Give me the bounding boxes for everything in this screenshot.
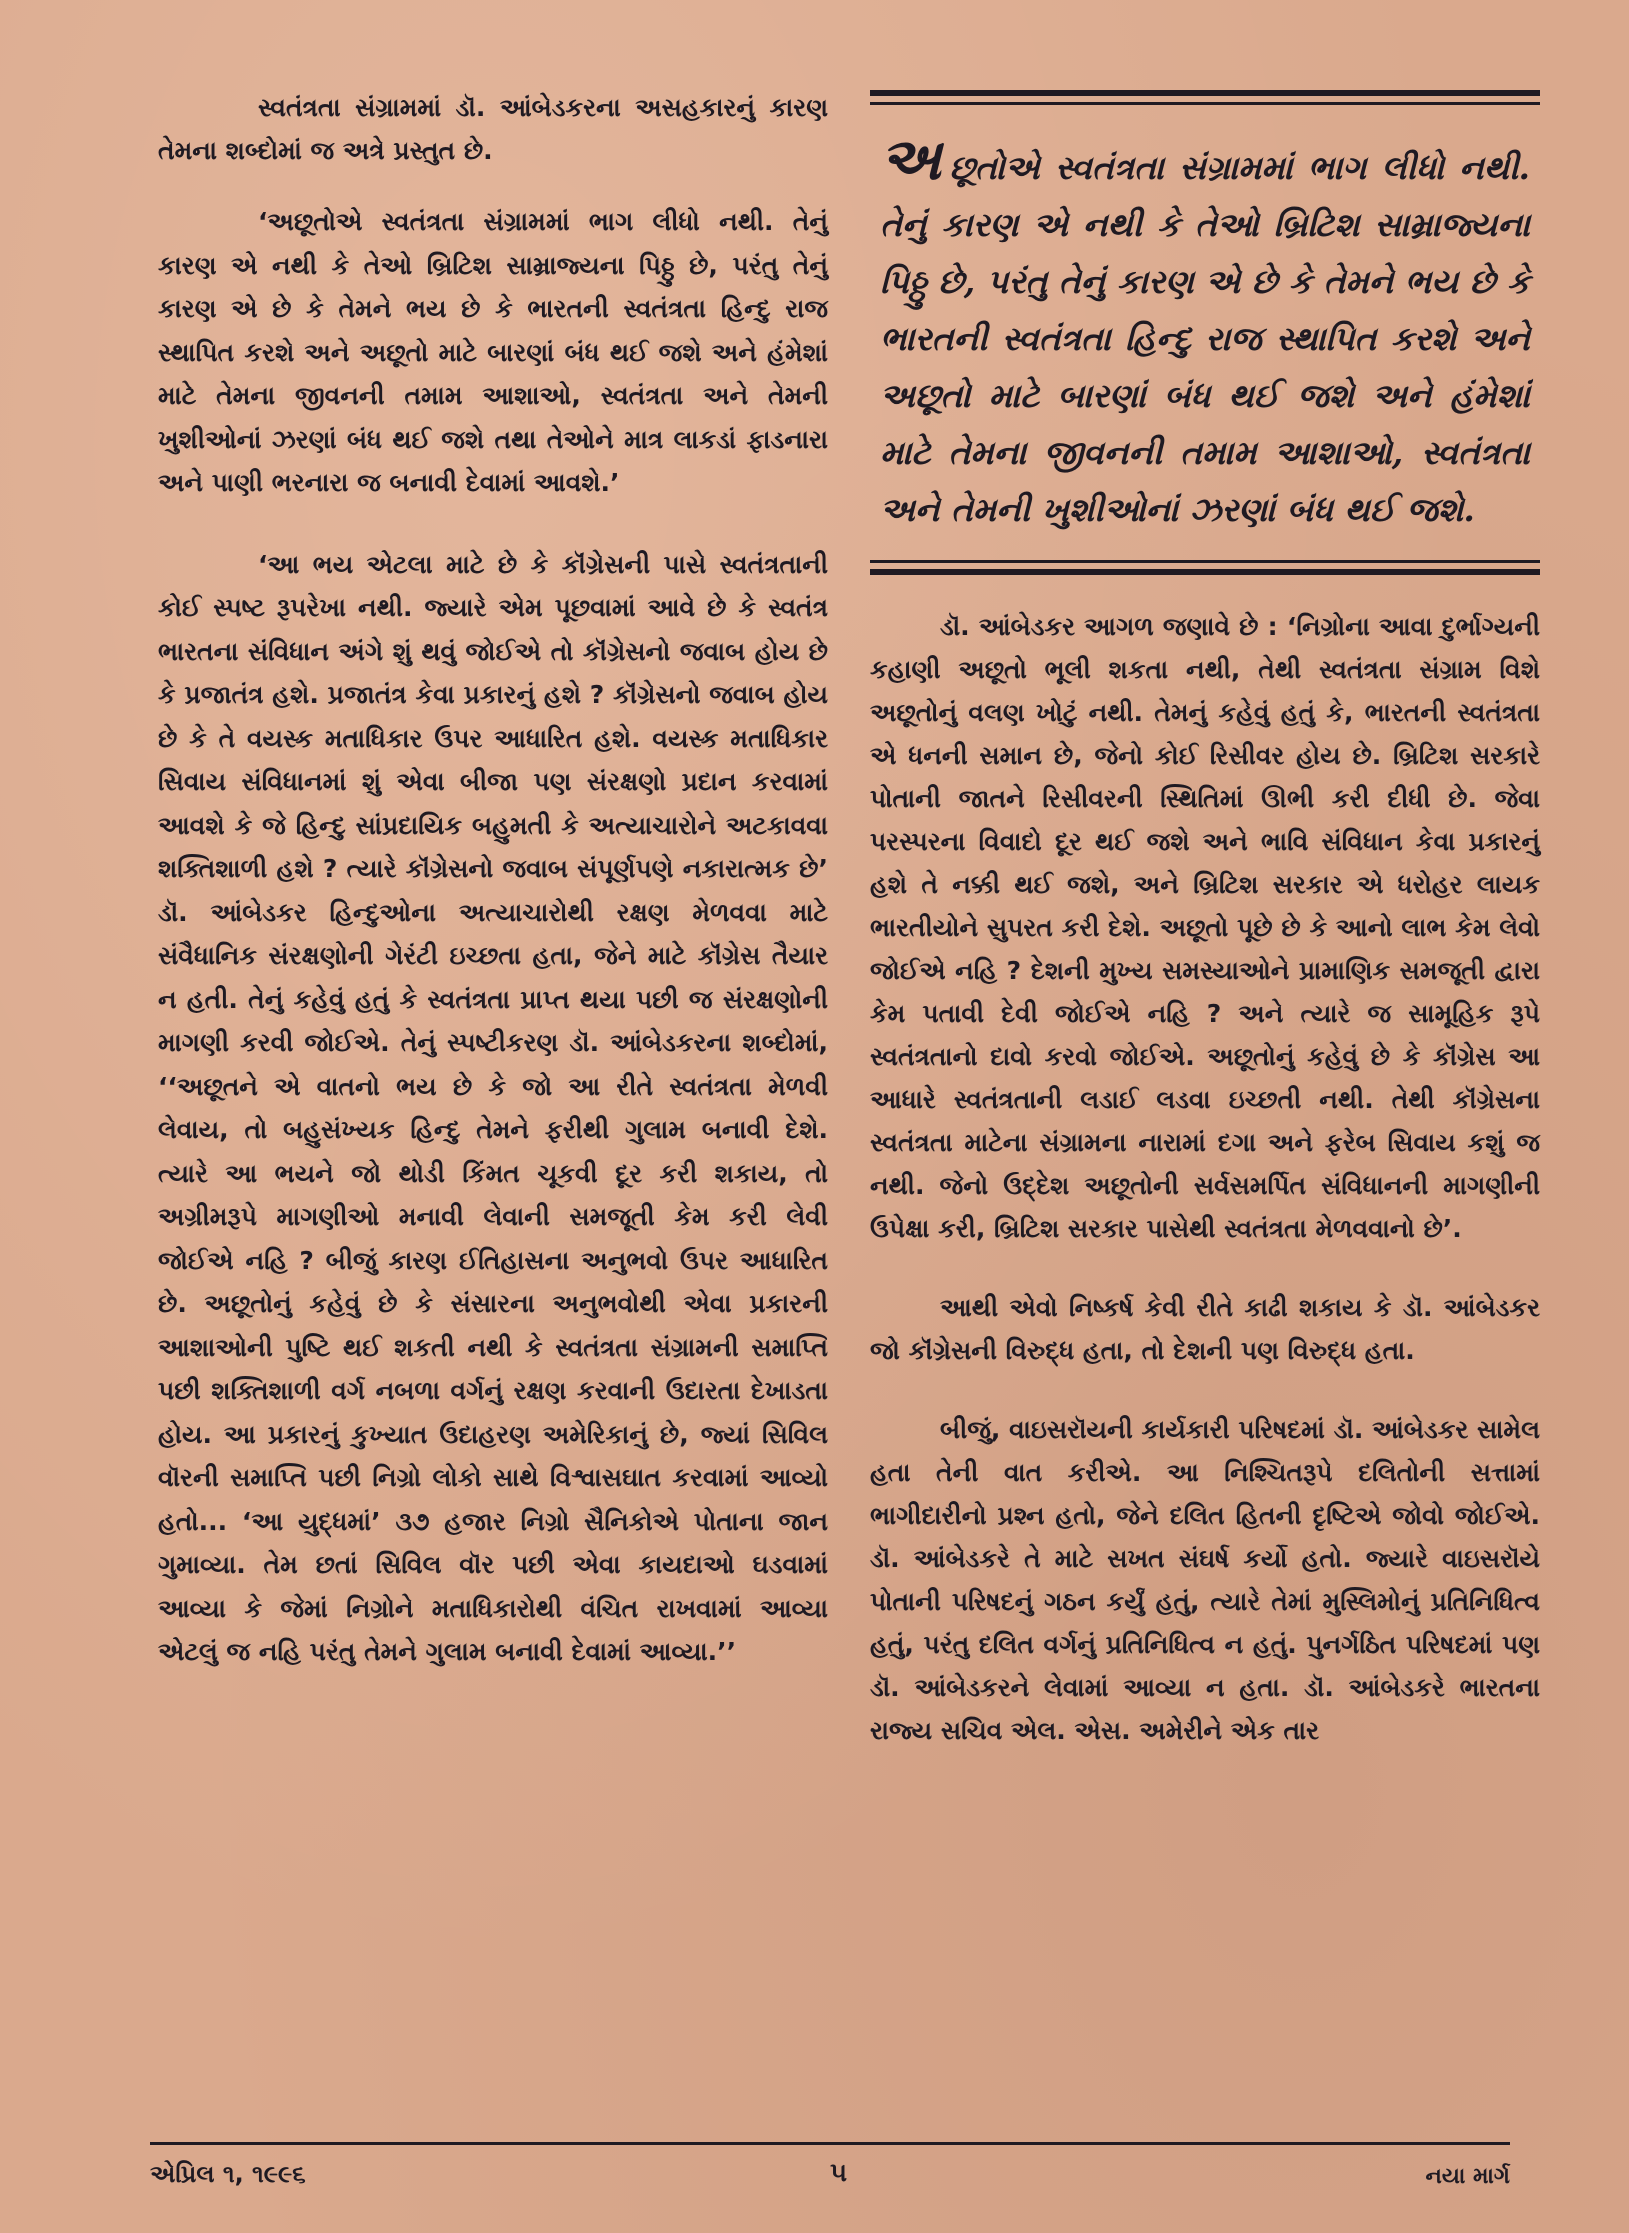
- footer-rule: [150, 2142, 1510, 2145]
- pullquote: [870, 105, 1540, 560]
- page-footer: [150, 2142, 1510, 2202]
- right-body: [870, 605, 1540, 1752]
- pullquote-top-rule: [870, 90, 1540, 96]
- intro-text: સ્વતંત્રતા સંગ્રામમાં ડૉ. આંબેડકરના અસહકારનું કારણ તેમના શબ્દોમાં જ અત્રે પ્રસ્તુત છે.: [158, 93, 828, 165]
- page-number: ૫: [830, 2158, 848, 2188]
- right-paragraph-1: ડૉ. આંબેડકર આગળ જણાવે છે : ‘નિગ્રોના આવા દુર્ભાગ્યની કહાણી અછૂતો ભૂલી શકતા નથી, તેથી સ્વતંત્રતા સંગ્રામ વિશે અછૂતોનું વલણ ખોટું નથી. તેમનું કહેવું હતું કે, ભારતની સ્વતંત્રતા એ ધનની સમાન છે, જેનો કોઈ રિસીવર હોય છે. બ્રિટિશ સરકારે પોતાની જાતને રિસીવરની સ્થિતિમાં ઊભી કરી દીધી છે. જેવા પરસ્પરના વિવાદો દૂર થઈ જશે અને ભાવિ સંવિધાન કેવા પ્રકારનું હશે તે નક્કી થઈ જશે, અને બ્રિટિશ સરકાર એ ધરોહર લાયક ભારતીયોને સુપરત કરી દેશે. અછૂતો પૂછે છે કે આનો લાભ કેમ લેવો જોઈએ નહિ ? દેશની મુખ્ય સમસ્યાઓને પ્રામાણિક સમજૂતી દ્વારા કેમ પતાવી દેવી જોઈએ નહિ ? અને ત્યારે જ સામૂહિક રૂપે સ્વતંત્રતાનો દાવો કરવો જોઈએ. અછૂતોનું કહેવું છે કે કૉંગ્રેસ આ આધારે સ્વતંત્રતાની લડાઈ લડવા ઇચ્છતી નથી. તેથી કૉંગ્રેસના સ્વતંત્રતા માટેના સંગ્રામના નારામાં દગા અને ફરેબ સિવાય કશું જ નથી. જેનો ઉદ્દેશ અછૂતોની સર્વસમર્પિત સંવિધાનની માગણીની ઉપેક્ષા કરી, બ્રિટિશ સરકાર પાસેથી સ્વતંત્રતા મેળવવાનો છે’.: [870, 612, 1540, 1243]
- pullquote-text: છૂતોએ સ્વતંત્રતા સંગ્રામમાં ભાગ લીધો નથી. તેનું કારણ એ નથી કે તેઓ બ્રિટિશ સામ્રાજ્યના પિઠ્ઠુ છે, પરંતુ તેનું કારણ એ છે કે તેમને ભય છે કે ભારતની સ્વતંત્રતા હિન્દુ રાજ સ્થાપિત કરશે અને અછૂતો માટે બારણાં બંધ થઈ જશે અને હંમેશાં માટે તેમના જીવનની તમામ આશાઓ, સ્વતંત્રતા અને તેમની ખુશીઓનાં ઝરણાં બંધ થઈ જશે.: [880, 148, 1530, 529]
- magazine-name: નયા માર્ગ: [1425, 2164, 1510, 2189]
- pullquote-drop-letter: અ: [880, 125, 942, 193]
- right-column: [870, 90, 1540, 1788]
- left-column: [158, 86, 828, 1712]
- pullquote-bottom-rule-thin: [870, 560, 1540, 563]
- right-paragraph-3: બીજું, વાઇસરૉયની કાર્યકારી પરિષદમાં ડૉ. આંબેડકર સામેલ હતા તેની વાત કરીએ. આ નિશ્ચિતરૂપે દલિતોની સત્તામાં ભાગીદારીનો પ્રશ્ન હતો, જેને દલિત હિતની દૃષ્ટિએ જોવો જોઈએ. ડૉ. આંબેડકરે તે માટે સખત સંઘર્ષ કર્યો હતો. જ્યારે વાઇસરૉયે પોતાની પરિષદનું ગઠન કર્યું હતું, ત્યારે તેમાં મુસ્લિમોનું પ્રતિનિધિત્વ હતું, પરંતુ દલિત વર્ગનું પ્રતિનિધિત્વ ન હતું. પુનર્ગઠિત પરિષદમાં પણ ડૉ. આંબેડકરને લેવામાં આવ્યા ન હતા. ડૉ. આંબેડકરે ભારતના રાજ્ય સચિવ એલ. એસ. અમેરીને એક તાર: [870, 1415, 1540, 1745]
- issue-date: એપ્રિલ ૧, ૧૯૯૬: [150, 2160, 306, 2188]
- quote-paragraph-2: ‘આ ભય એટલા માટે છે કે કૉંગ્રેસની પાસે સ્વતંત્રતાની કોઈ સ્પષ્ટ રૂપરેખા નથી. જ્યારે એમ પૂછવામાં આવે છે કે સ્વતંત્ર ભારતના સંવિધાન અંગે શું થવું જોઈએ તો કૉંગ્રેસનો જવાબ હોય છે કે પ્રજાતંત્ર હશે. પ્રજાતંત્ર કેવા પ્રકારનું હશે ? કૉંગ્રેસનો જવાબ હોય છે કે તે વયસ્ક મતાધિકાર ઉપર આધારિત હશે. વયસ્ક મતાધિકાર સિવાય સંવિધાનમાં શું એવા બીજા પણ સંરક્ષણો પ્રદાન કરવામાં આવશે કે જે હિન્દુ સાંપ્રદાયિક બહુમતી કે અત્યાચારોને અટકાવવા શક્તિશાળી હશે ? ત્યારે કૉંગ્રેસનો જવાબ સંપૂર્ણપણે નકારાત્મક છે’ ડૉ. આંબેડકર હિન્દુઓના અત્યાચારોથી રક્ષણ મેળવવા માટે સંવૈધાનિક સંરક્ષણોની ગેરંટી ઇચ્છતા હતા, જેને માટે કૉંગ્રેસ તૈયાર ન હતી. તેનું કહેવું હતું કે સ્વતંત્રતા પ્રાપ્ત થયા પછી જ સંરક્ષણોની માગણી કરવી જોઈએ. તેનું સ્પષ્ટીકરણ ડૉ. આંબેડકરના શબ્દોમાં, ‘‘અછૂતને એ વાતનો ભય છે કે જો આ રીતે સ્વતંત્રતા મેળવી લેવાય, તો બહુસંખ્યક હિન્દુ તેમને ફરીથી ગુલામ બનાવી દેશે. ત્યારે આ ભયને જો થોડી કિંમત ચૂકવી દૂર કરી શકાય, તો અગ્રીમરૂપે માગણીઓ મનાવી લેવાની સમજૂતી કેમ કરી લેવી જોઈએ નહિ ? બીજું કારણ ઈતિહાસના અનુભવો ઉપર આધારિત છે. અછૂતોનું કહેવું છે કે સંસારના અનુભવોથી એવા પ્રકારની આશાઓની પુષ્ટિ થઈ શકતી નથી કે સ્વતંત્રતા સંગ્રામની સમાપ્તિ પછી શક્તિશાળી વર્ગ નબળા વર્ગનું રક્ષણ કરવાની ઉદારતા દેખાડતા હોય. આ પ્રકારનું કુખ્યાત ઉદાહરણ અમેરિકાનું છે, જ્યાં સિવિલ વૉરની સમાપ્તિ પછી નિગ્રો લોકો સાથે વિશ્વાસઘાત કરવામાં આવ્યો હતો... ‘આ યુદ્ધમાં’ ૩૭ હજાર નિગ્રો સૈનિકોએ પોતાના જાન ગુમાવ્યા. તેમ છતાં સિવિલ વૉર પછી એવા કાયદાઓ ઘડવામાં આવ્યા કે જેમાં નિગ્રોને મતાધિકારોથી વંચિત રાખવામાં આવ્યા એટલું જ નહિ પરંતુ તેમને ગુલામ બનાવી દેવામાં આવ્યા.’’: [158, 549, 828, 1666]
- intro-paragraph: [158, 86, 828, 172]
- right-paragraph-2: આથી એવો નિષ્કર્ષ કેવી રીતે કાઢી શકાય કે ડૉ. આંબેડકર જો કૉંગ્રેસની વિરુદ્ધ હતા, તો દેશની પણ વિરુદ્ધ હતા.: [870, 1293, 1540, 1365]
- quote-block: [158, 200, 828, 1674]
- quote-paragraph-1: ‘અછૂતોએ સ્વતંત્રતા સંગ્રામમાં ભાગ લીધો નથી. તેનું કારણ એ નથી કે તેઓ બ્રિટિશ સામ્રાજ્યના પિઠ્ઠુ છે, પરંતુ તેનું કારણ એ છે કે તેમને ભય છે કે ભારતની સ્વતંત્રતા હિન્દુ રાજ સ્થાપિત કરશે અને અછૂતો માટે બારણાં બંધ થઈ જશે અને હંમેશાં માટે તેમના જીવનની તમામ આશાઓ, સ્વતંત્રતા અને તેમની ખુશીઓનાં ઝરણાં બંધ થઈ જશે તથા તેઓને માત્ર લાકડાં ફાડનારા અને પાણી ભરનારા જ બનાવી દેવામાં આવશે.’: [158, 207, 828, 497]
- pullquote-bottom-rule: [870, 569, 1540, 575]
